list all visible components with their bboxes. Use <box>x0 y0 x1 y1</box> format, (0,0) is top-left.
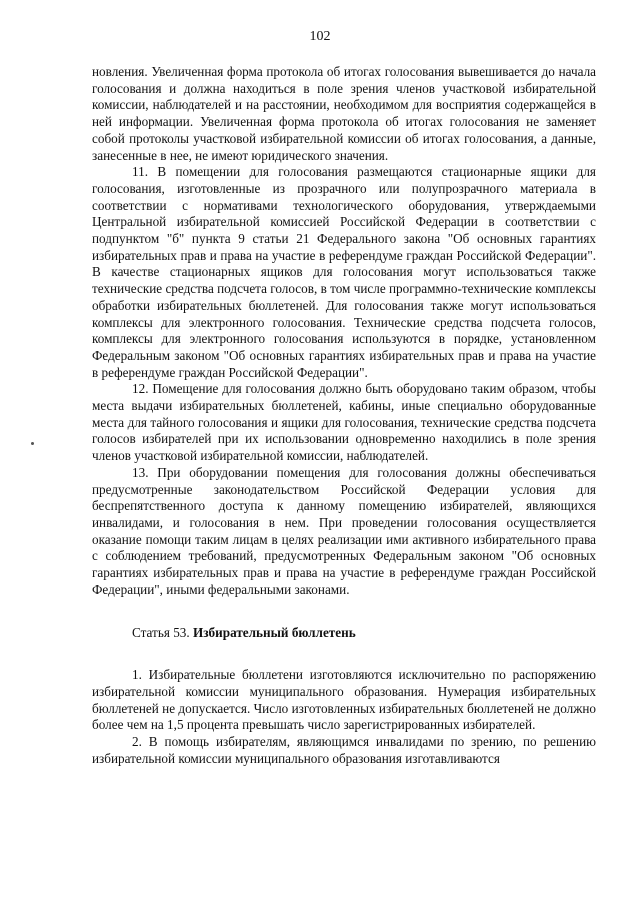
paragraph-13: 13. При оборудовании помещения для голосования должны обеспечиваться предусмотренные законодательством Российской Федерации условия для беспрепятственного доступа к данному помещению избирателей, являющихся инвалидами, и голосования в нем. При проведении голосования осуществляется оказание помощи таким лицам в целях реализации ими активного избирательного права с соблюдением требований, предусмотренных Федеральным законом "Об основных гарантиях избирательных прав и права на участие в референдуме граждан Российской Федерации", иными федеральными законами. <box>92 464 596 597</box>
article-heading <box>92 625 596 642</box>
page-number: 102 <box>309 29 331 44</box>
paragraph-11: 11. В помещении для голосования размещаются стационарные ящики для голосования, изготовленные из прозрачного или полупрозрачного материала в соответствии с нормативами технологического оборудования, утверждаемыми Центральной избирательной комиссией Российской Федерации в соответствии с подпунктом "б" пункта 9 статьи 21 Федерального закона "Об основных гарантиях избирательных прав и права на участие в референдуме граждан Российской Федерации". В качестве стационарных ящиков для голосования могут использоваться также технические средства подсчета голосов, в том числе программно-технические комплексы обработки избирательных бюллетеней. Для голосования также могут использоваться комплексы для электронного голосования. Технические средства подсчета голосов, комплексы для электронного голосования используются в порядке, установленном Федеральным законом "Об основных гарантиях избирательных прав и права на участие в референдуме граждан Российской Федерации". <box>92 164 596 380</box>
article-paragraph-1: 1. Избирательные бюллетени изготовляются исключительно по распоряжению избирательной комиссии муниципального образования. Нумерация избирательных бюллетеней не допускается. Число изготовленных избирательных бюллетеней не должно более чем на 1,5 процента превышать число зарегистрированных избирателей. <box>92 667 596 733</box>
article-title: Избирательный бюллетень <box>192 624 356 640</box>
scan-speck <box>31 442 34 445</box>
page-body <box>92 64 596 767</box>
article-number: Статья 53. <box>132 624 193 640</box>
paragraph-12: 12. Помещение для голосования должно быть оборудовано таким образом, чтобы места выдачи избирательных бюллетеней, кабины, иные специально оборудованные места для тайного голосования и ящики для голосования, технические средства подсчета голосов избирателей при их использовании одновременно находились в поле зрения членов участковой избирательной комиссии, наблюдателей. <box>92 381 596 464</box>
continued-paragraph: новления. Увеличенная форма протокола об итогах голосования вывешивается до начала голосования и должна находиться в поле зрения членов участковой избирательной комиссии, наблюдателей и на расстоянии, необходимом для восприятия содержащейся в ней информации. Увеличенная форма протокола об итогах голосования не заменяет собой протоколы участковой избирательной комиссии об итогах голосования, а данные, занесенные в нее, не имеют юридического значения. <box>92 64 596 163</box>
article-paragraph-2: 2. В помощь избирателям, являющимся инвалидами по зрению, по решению избирательной комиссии муниципального образования изготавливаются <box>92 734 596 766</box>
